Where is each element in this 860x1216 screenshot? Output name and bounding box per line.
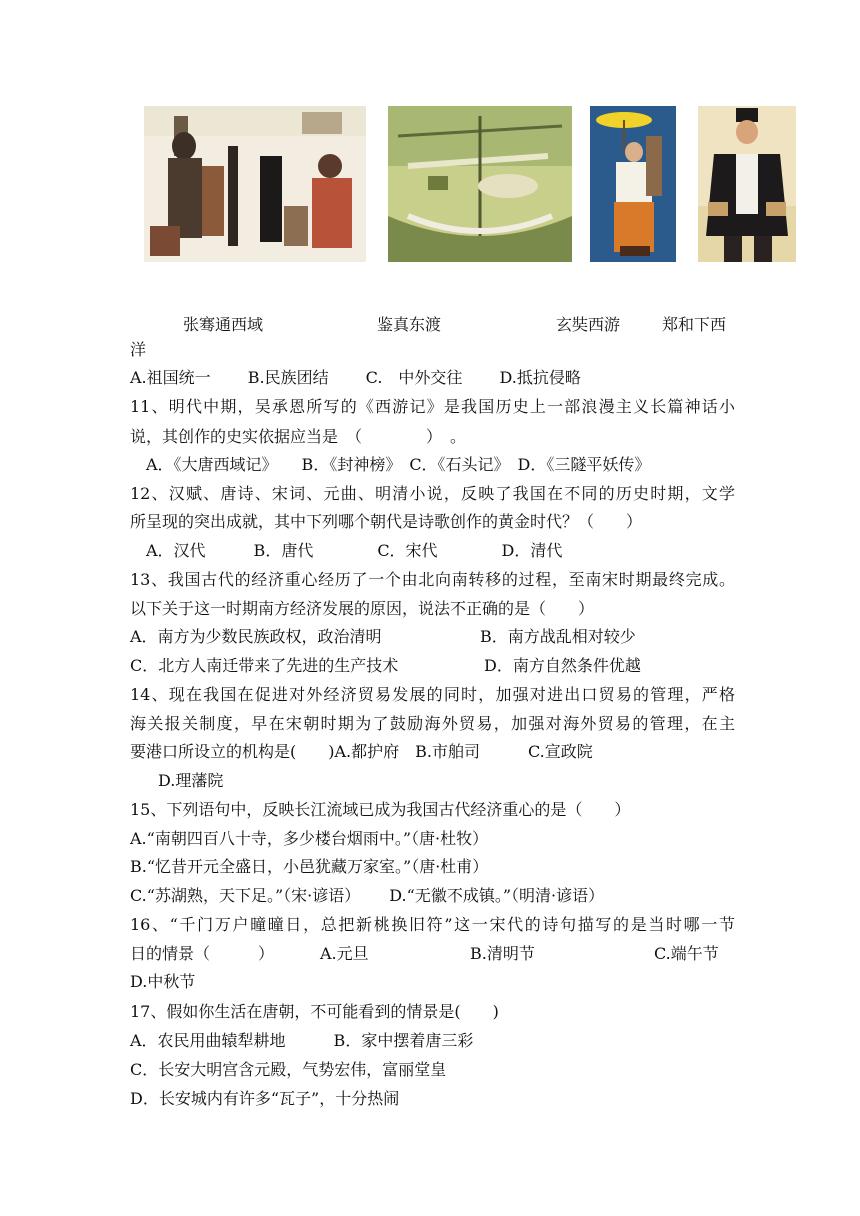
q13-option-b: B．南方战乱相对较少 [480, 627, 636, 646]
q13-stem-line1: 13、我国古代的经济重心经历了一个由北向南转移的过程，至南宋时期最终完成。 [130, 570, 735, 589]
q14-option-d: D.理藩院 [158, 771, 224, 790]
q12-stem-line2: 所呈现的突出成就，其中下列哪个朝代是诗歌创作的黄金时代？（ ） [130, 512, 643, 531]
caption-zhang-qian: 张骞通西域 [183, 315, 264, 334]
jianzhen-picture [388, 106, 572, 262]
q16-option-d: D.中秋节 [130, 972, 196, 991]
q11-stem-line2: 说，其创作的史实依据应当是 （ ） 。 [130, 427, 467, 446]
q10-options: A.祖国统一 B.民族团结 C. 中外交往 D.抵抗侵略 [130, 368, 581, 387]
caption-xuanzang: 玄奘西游 [556, 315, 621, 334]
q16-option-c: C.端午节 [654, 944, 719, 963]
q15-stem: 15、下列语句中，反映长江流域已成为我国古代经济重心的是（ ） [130, 800, 631, 819]
q15-option-a: A.“南朝四百八十寺，多少楼台烟雨中。”（唐·杜牧） [130, 829, 489, 848]
q16-stem-line1: 16、“千门万户曈曈日，总把新桃换旧符”这一宋代的诗句描写的是当时哪一节 [130, 915, 735, 934]
q11-stem-line1: 11、明代中期，吴承恩所写的《西游记》是我国历史上一部浪漫主义长篇神话小 [130, 397, 735, 416]
q14-stem-line1: 14、现在我国在促进对外经济贸易发展的同时，加强对进出口贸易的管理，严格 [130, 685, 735, 704]
q17-option-a-b: A．农民用曲辕犁耕地 B．家中摆着唐三彩 [130, 1031, 474, 1050]
q14-stem-line3: 要港口所设立的机构是( )A.都护府 B.市舶司 C.宣政院 [130, 742, 593, 761]
q11-options: A．《大唐西域记》 B．《封神榜》 C．《石头记》 D．《三隧平妖传》 [146, 455, 651, 474]
xuanzang-picture [590, 106, 676, 262]
q13-option-d: D．南方自然条件优越 [484, 656, 641, 675]
q15-option-c-d: C.“苏湖熟，天下足。”（宋·谚语） D.“无徽不成镇。”（明清·谚语） [130, 886, 605, 905]
q13-option-a: A．南方为少数民族政权，政治清明 [130, 627, 382, 646]
q13-stem-line2: 以下关于这一时期南方经济发展的原因，说法不正确的是（ ） [130, 599, 595, 618]
q12-options: A．汉代 B．唐代 C．宋代 D．清代 [146, 541, 563, 560]
caption-zheng-he-cont: 洋 [130, 340, 147, 359]
zheng-he-picture [698, 106, 796, 262]
q16-option-b: B.清明节 [470, 944, 535, 963]
zhang-qian-picture [144, 106, 366, 262]
q13-option-c: C．北方人南迁带来了先进的生产技术 [130, 656, 399, 675]
q14-stem-line2: 海关报关制度，早在宋朝时期为了鼓励海外贸易，加强对海外贸易的管理，在主 [130, 714, 735, 733]
caption-zheng-he: 郑和下西 [662, 315, 727, 334]
q12-stem-line1: 12、汉赋、唐诗、宋词、元曲、明清小说，反映了我国在不同的历史时期，文学 [130, 484, 735, 503]
q17-option-d: D．长安城内有许多“瓦子”，十分热闹 [130, 1089, 400, 1108]
q17-stem: 17、假如你生活在唐朝，不可能看到的情景是( ) [130, 1002, 499, 1021]
caption-jianzhen: 鉴真东渡 [377, 315, 442, 334]
q16-stem-end: 日的情景（ ） [130, 944, 275, 963]
q16-stem-line2 [130, 944, 735, 964]
q17-option-c: C．长安大明宫含元殿，气势宏伟，富丽堂皇 [130, 1060, 447, 1079]
q16-option-a: A.元旦 [320, 944, 369, 963]
q15-option-b: B.“忆昔开元全盛日，小邑犹藏万家室。”（唐·杜甫） [130, 857, 489, 876]
